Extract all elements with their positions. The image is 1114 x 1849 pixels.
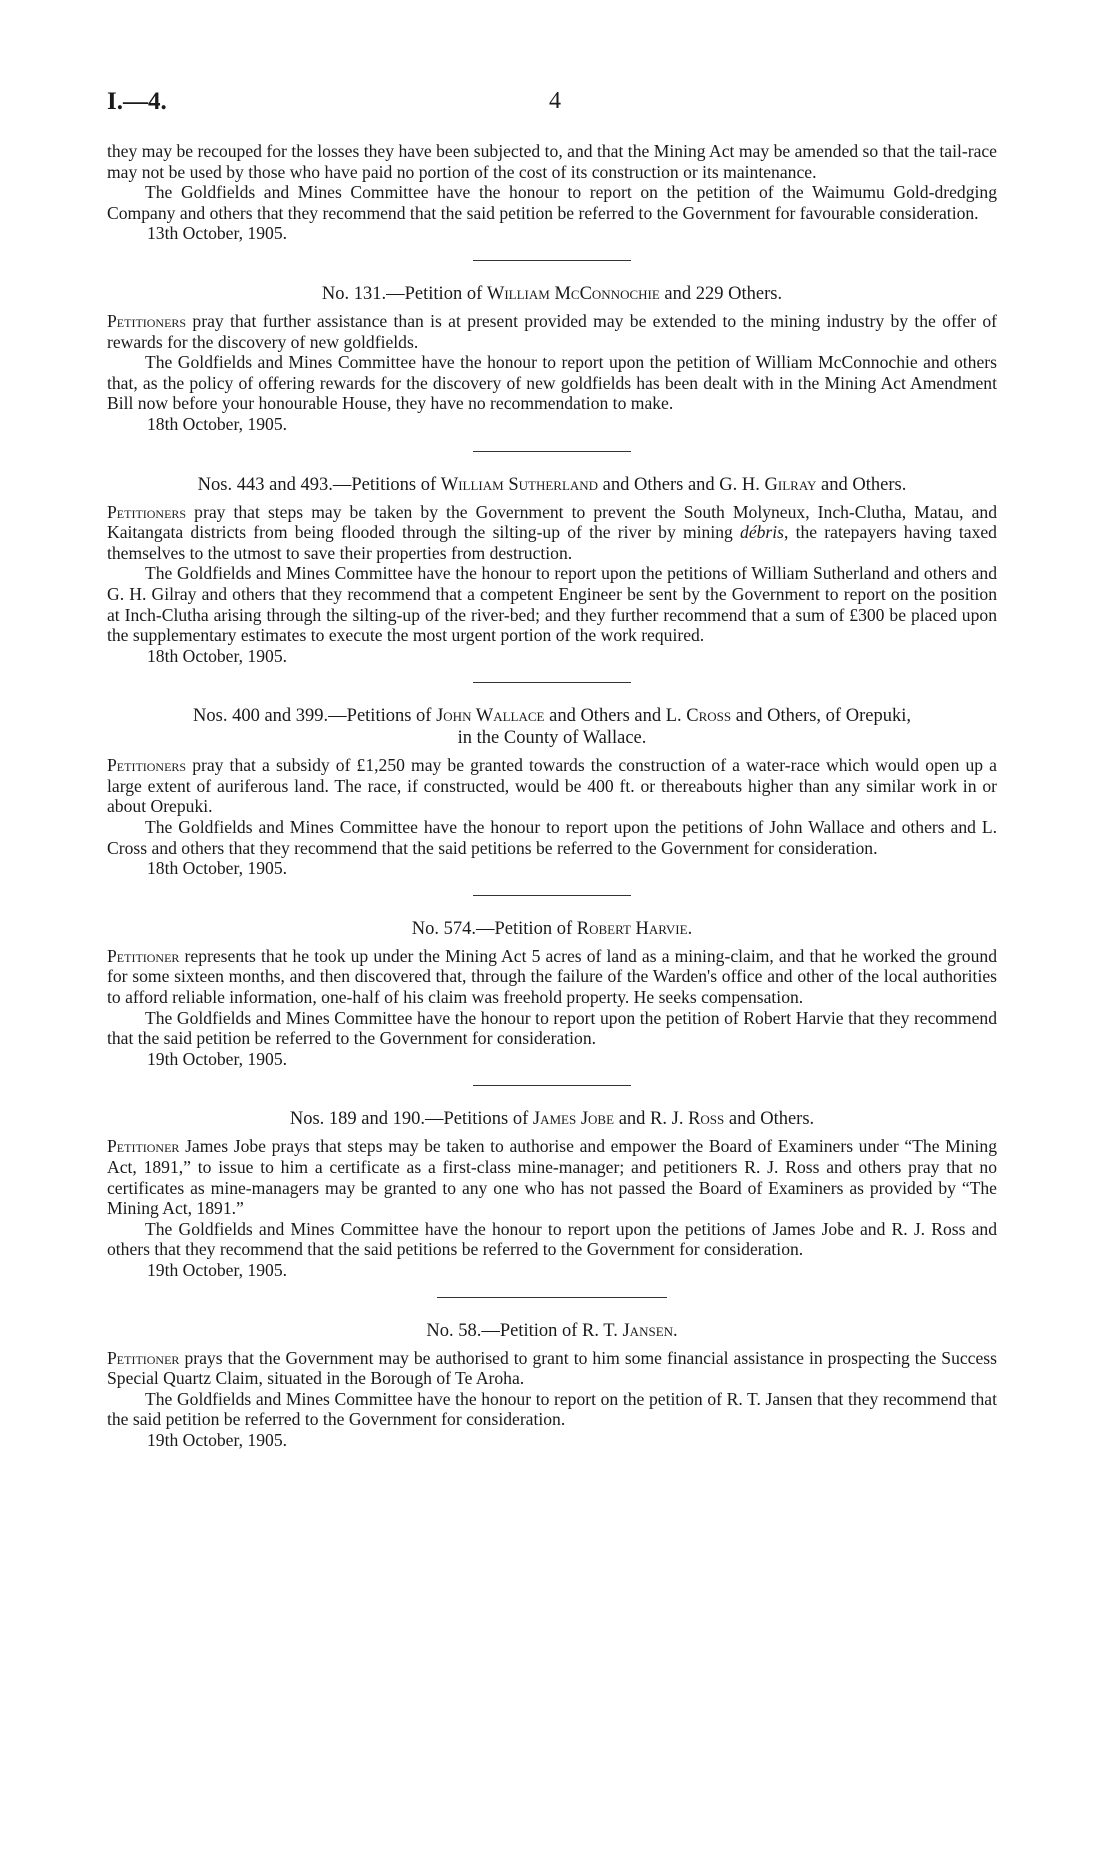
intro-paragraph: they may be recouped for the losses they have been subjected to, and that the Mining Act may be amended so that the tail-race may not be used by those who have paid no portion of the cost of its construction or its maintenance. [107,141,997,182]
petition-heading: Nos. 400 and 399.—Petitions of John Wallace and Others and L. Cross and Others, of Orepuki, in the County of Wallace. [193,706,911,749]
petition-heading: Nos. 443 and 493.—Petitions of William Sutherland and Others and G. H. Gilray and Others. [197,474,907,495]
petition-paragraph: Petitioners pray that a subsidy of £1,250 may be granted towards the construction of a water-race which would open up a large extent of auriferous land. The race, if constructed, would be 400 ft. or thereabouts higher than any similar work in or about Orepuki. [107,755,997,817]
committee-report: The Goldfields and Mines Committee have the honour to report upon the petition of William McConnochie and others that, as the policy of offering rewards for the discovery of new goldfields has been dealt with in the Mining Act Amendment Bill now before your honourable House, they have no recommendation to make. [107,352,997,414]
section-divider [473,451,631,452]
petition-heading: No. 131.—Petition of William McConnochie and 229 Others. [321,283,783,304]
page-number: 4 [549,88,561,114]
section-divider [473,1085,631,1086]
petition-heading: No. 58.—Petition of R. T. Jansen. [426,1320,678,1341]
page-header [107,88,997,124]
report-date: 18th October, 1905. [147,645,288,666]
committee-report: The Goldfields and Mines Committee have the honour to report upon the petitions of James Jobe and R. J. Ross and others that they recommend that the said petitions be referred to the Government for consideration. [107,1218,997,1260]
report-date: 19th October, 1905. [147,1259,288,1280]
petition-paragraph: Petitioner prays that the Government may be authorised to grant to him some financial assistance in prospecting the Success Special Quartz Claim, situated in the Borough of Te Aroha. [107,1347,997,1389]
committee-report: The Goldfields and Mines Committee have the honour to report upon the petitions of William Sutherland and others and G. H. Gilray and others that they recommend that a competent Engineer be sent by the Government to report on the position at Inch-Clutha arising through the silting-up of the river-bed; and they further recommend that a sum of £300 be placed upon the supplementary estimates to execute the most urgent portion of the work required. [107,563,997,646]
committee-report: The Goldfields and Mines Committee have the honour to report upon the petitions of John Wallace and others and L. Cross and others that they recommend that the said petitions be referred to the Government for consideration. [107,817,997,858]
page-content [107,141,997,1451]
petition-heading: No. 574.—Petition of Robert Harvie. [411,918,693,939]
report-date: 19th October, 1905. [147,1429,288,1450]
intro-date: 13th October, 1905. [147,223,288,244]
committee-report: The Goldfields and Mines Committee have the honour to report upon the petition of Robert Harvie that they recommend that the said petition be referred to the Government for consideration. [107,1007,997,1049]
document-reference: I.—4. [107,88,167,115]
petition-paragraph: Petitioner represents that he took up under the Mining Act 5 acres of land as a mining-claim, and that he worked the ground for some sixteen months, and then discovered that, through the failure of the Warden's office and other of the local authorities to afford reliable information, one-half of his claim was freehold property. He seeks compensation. [107,945,997,1008]
section-divider [437,1297,667,1298]
report-date: 19th October, 1905. [147,1048,288,1069]
petition-heading: Nos. 189 and 190.—Petitions of James Jobe and R. J. Ross and Others. [289,1109,815,1130]
petition-paragraph: Petitioners pray that steps may be taken by the Government to prevent the South Molyneux, Inch-Clutha, Matau, and Kaitangata districts from being flooded through the silting-up of the river by mining débris, the ratepayers having taxed themselves to the utmost to save their properties from destruction. [107,501,997,563]
report-date: 18th October, 1905. [147,858,288,879]
section-divider [473,895,631,896]
report-date: 18th October, 1905. [147,413,288,434]
petition-paragraph: Petitioners pray that further assistance than is at present provided may be extended to the mining industry by the offer of rewards for the discovery of new goldfields. [107,310,997,352]
petition-paragraph: Petitioner James Jobe prays that steps may be taken to authorise and empower the Board of Examiners under “The Mining Act, 1891,” to issue to him a certificate as a first-class mine-manager; and petitioners R. J. Ross and others pray that no certificates as mine-managers may be granted to any one who has not passed the Board of Examiners as provided by “The Mining Act, 1891.” [107,1136,997,1219]
section-divider [473,682,631,683]
intro-report: The Goldfields and Mines Committee have the honour to report on the petition of the Waimumu Gold-dredging Company and others that they recommend that the said petition be referred to the Government for favourable consideration. [107,182,997,223]
section-divider [473,260,631,261]
committee-report: The Goldfields and Mines Committee have the honour to report on the petition of R. T. Jansen that they recommend that the said petition be referred to the Government for consideration. [107,1388,997,1430]
